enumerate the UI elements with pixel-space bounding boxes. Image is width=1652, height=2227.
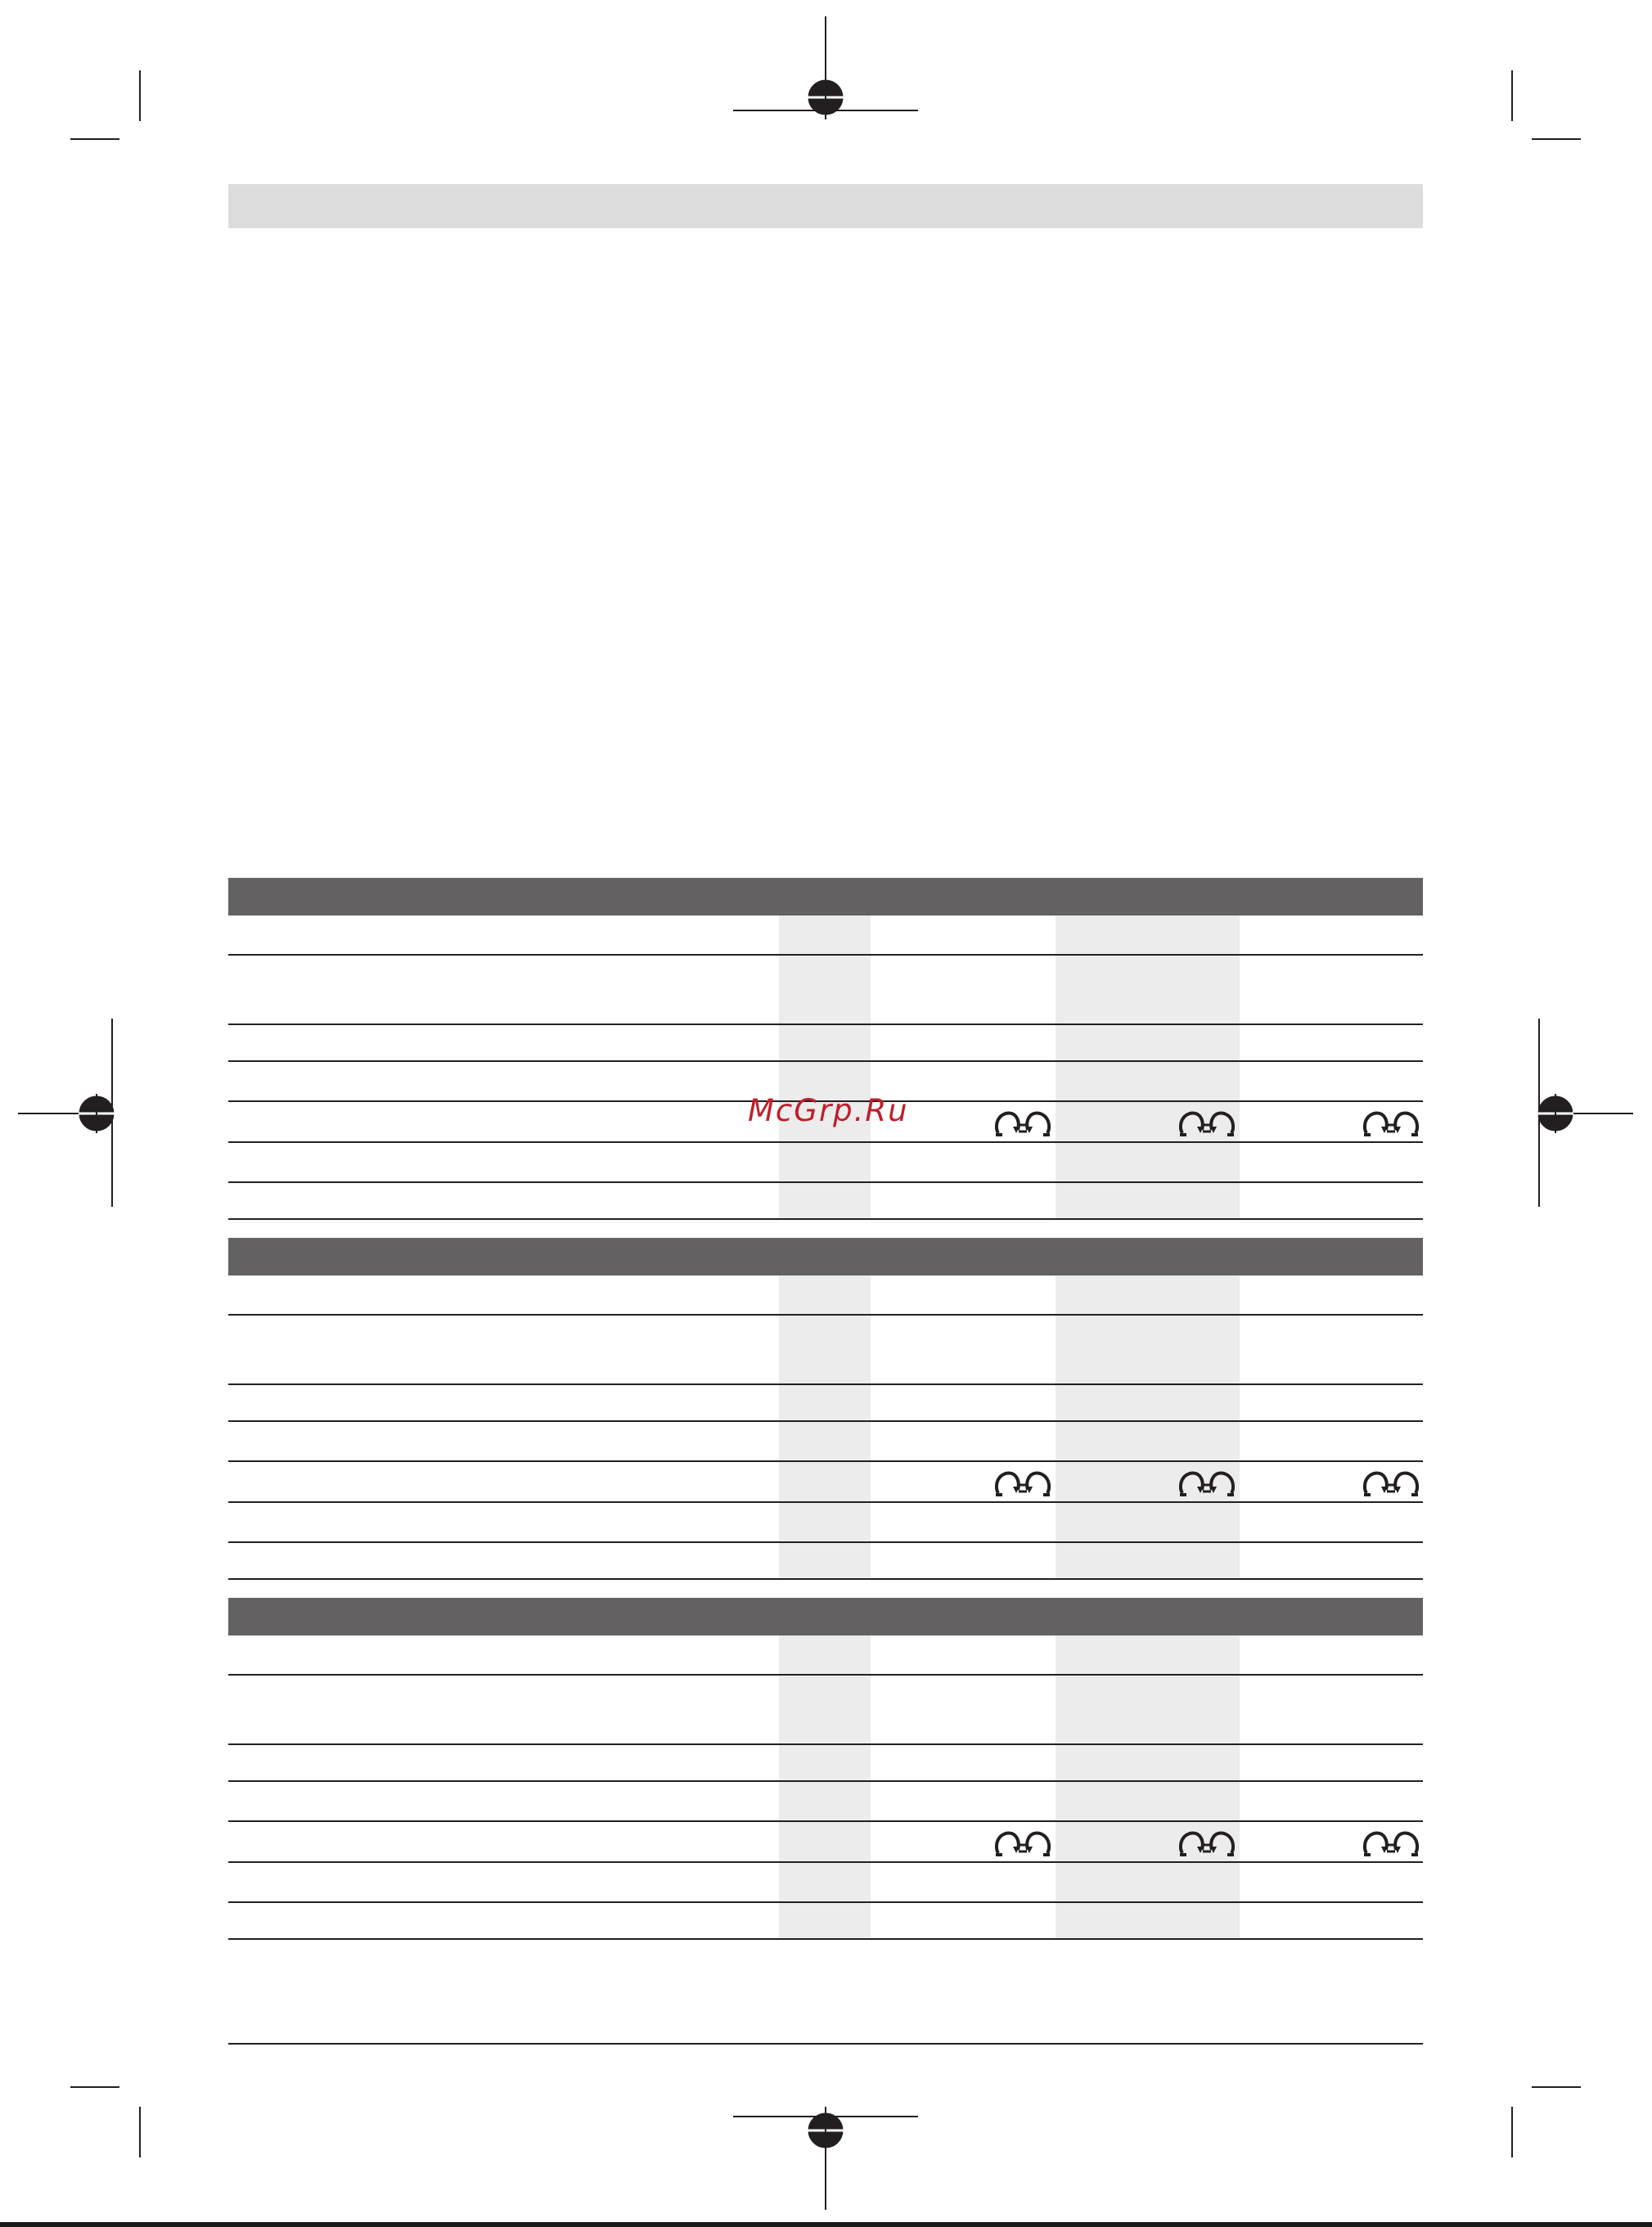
page-bottom-edge: [0, 2222, 1652, 2227]
crop-mark-bottom-right-vertical: [1511, 2107, 1513, 2157]
spec-table-column-shade: [779, 916, 871, 1220]
rotation-direction-icon: [993, 1467, 1052, 1500]
registration-mark-left-icon: [77, 1094, 116, 1133]
table-row-rule: [228, 1420, 1423, 1422]
rotation-direction-icon: [1177, 1107, 1236, 1140]
page-header-band: [228, 184, 1423, 228]
spec-table-column-shade: [1056, 916, 1240, 1220]
rotation-direction-icon: [993, 1827, 1052, 1860]
spec-table-column-shade: [1056, 1275, 1240, 1580]
table-row-rule: [228, 1024, 1423, 1025]
table-row-rule: [228, 1141, 1423, 1143]
table-row-rule: [228, 1060, 1423, 1062]
spec-table-title-bar: [228, 878, 1423, 916]
table-row-rule: [228, 1460, 1423, 1462]
table-row-rule: [228, 1861, 1423, 1863]
spec-table-1: [228, 878, 1423, 1220]
crop-mark-bottom-right-horizontal: [1532, 2086, 1581, 2088]
registration-mark-right-icon: [1536, 1094, 1575, 1133]
crop-mark-top-left-vertical: [139, 70, 141, 121]
table-row-rule: [228, 1578, 1423, 1580]
table-row-rule: [228, 1541, 1423, 1543]
rotation-direction-icon: [1177, 1827, 1236, 1860]
spec-table-column-shade: [779, 1635, 871, 1940]
spec-table-2: [228, 1238, 1423, 1580]
table-row-rule: [228, 1901, 1423, 1903]
rotation-direction-icon: [1362, 1467, 1420, 1500]
registration-mark-top-icon: [806, 78, 845, 117]
table-row-rule: [228, 1938, 1423, 1940]
crop-mark-bottom-left-vertical: [139, 2107, 141, 2157]
table-row-rule: [228, 1218, 1423, 1220]
table-row-rule: [228, 1780, 1423, 1782]
crop-mark-top-left-horizontal: [70, 138, 119, 140]
rotation-direction-icon: [993, 1107, 1052, 1140]
registration-mark-bottom-icon: [806, 2111, 845, 2150]
table-row-rule: [228, 1674, 1423, 1676]
watermark-text: McGrp.Ru: [748, 1093, 909, 1128]
rotation-direction-icon: [1177, 1467, 1236, 1500]
spec-table-title-bar: [228, 1238, 1423, 1275]
spec-table-column-shade: [779, 1275, 871, 1580]
spec-table-title-bar: [228, 1598, 1423, 1635]
table-row-rule: [228, 1314, 1423, 1316]
footer-rule: [228, 2043, 1423, 2045]
rotation-direction-icon: [1362, 1827, 1420, 1860]
table-row-rule: [228, 1820, 1423, 1822]
table-row-rule: [228, 1501, 1423, 1503]
spec-table-column-shade: [1056, 1635, 1240, 1940]
spec-table-3: [228, 1598, 1423, 1940]
crop-mark-top-right-horizontal: [1532, 138, 1581, 140]
table-row-rule: [228, 954, 1423, 956]
rotation-direction-icon: [1362, 1107, 1420, 1140]
table-row-rule: [228, 1743, 1423, 1745]
table-row-rule: [228, 1383, 1423, 1385]
table-row-rule: [228, 1181, 1423, 1183]
crop-mark-top-right-vertical: [1511, 70, 1513, 121]
crop-mark-bottom-left-horizontal: [70, 2086, 119, 2088]
